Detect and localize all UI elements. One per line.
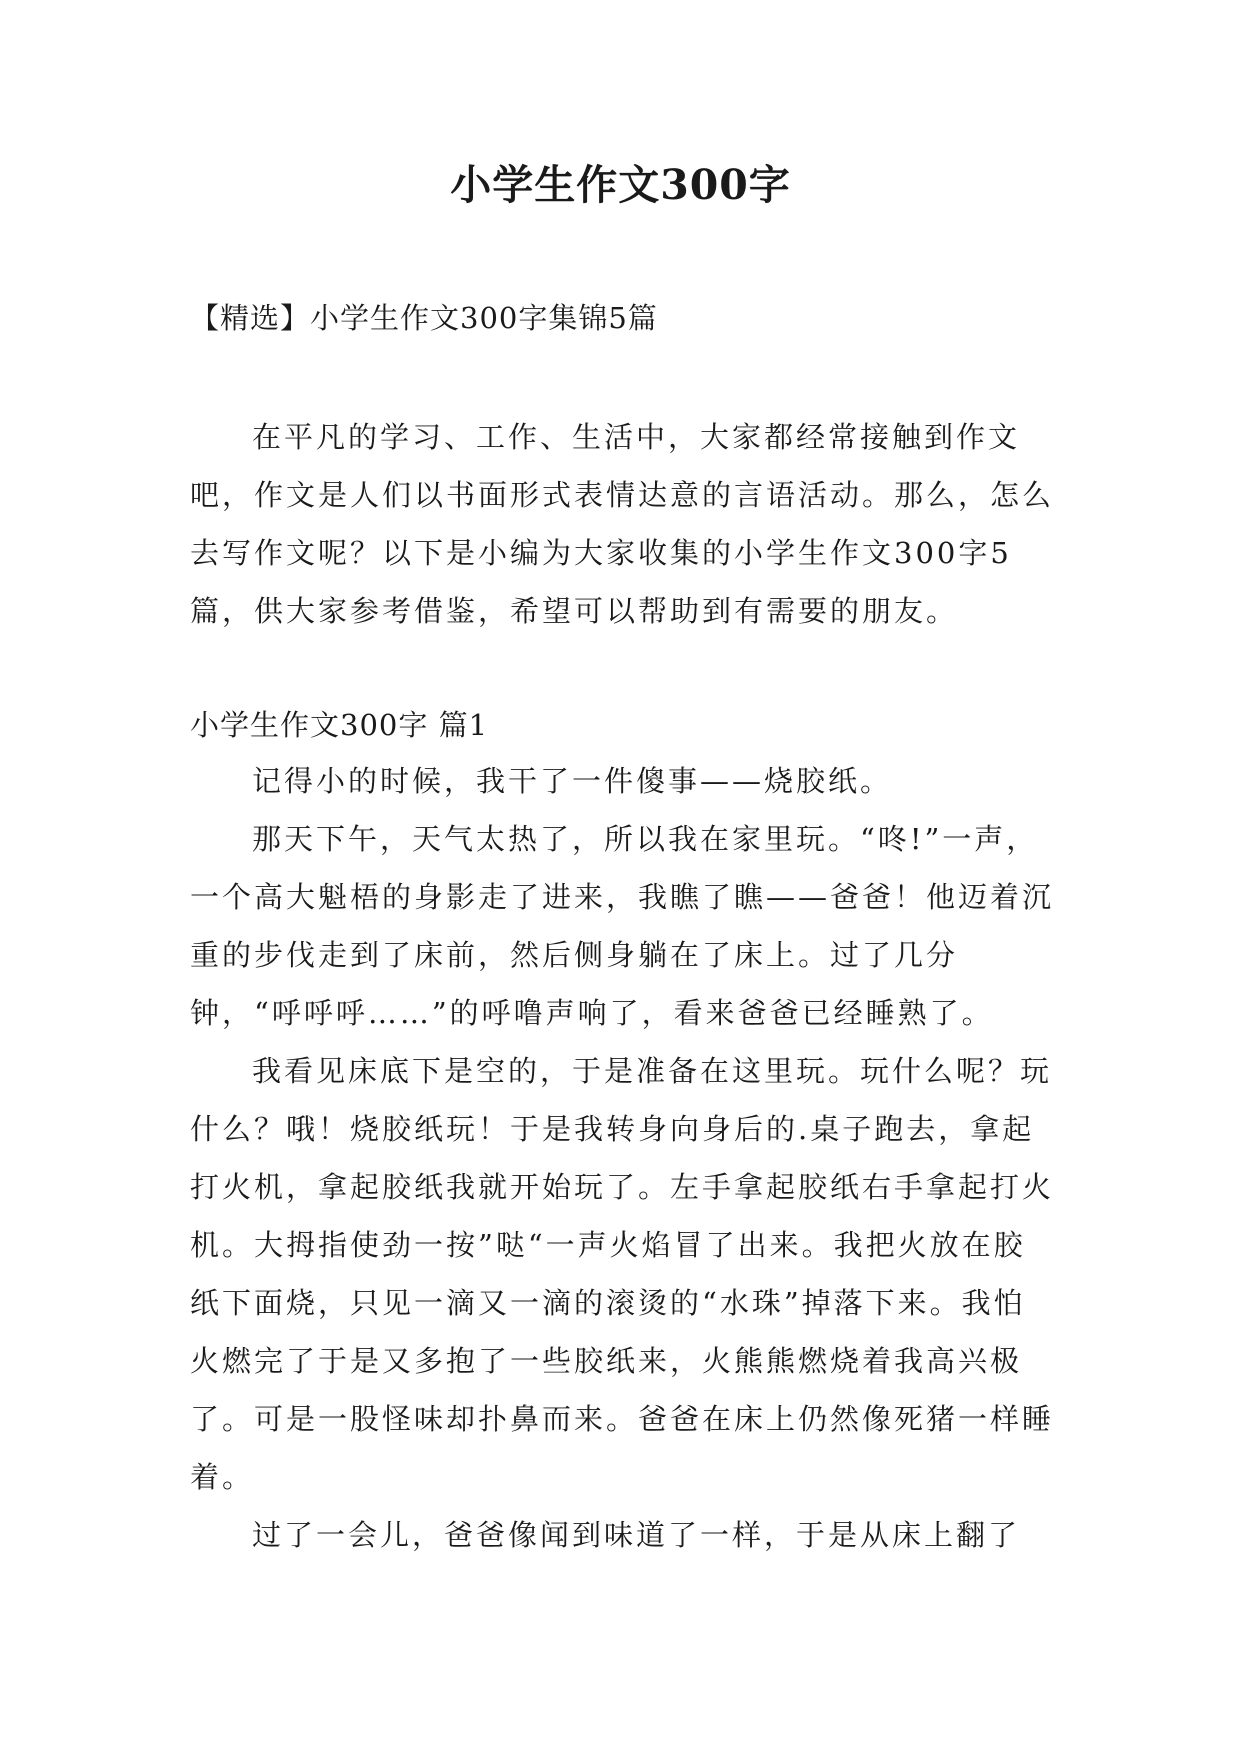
document-title: 小学生作文300字 bbox=[450, 161, 791, 209]
article-paragraph: 那天下午，天气太热了，所以我在家里玩。“咚!”一声，一个高大魁梧的身影走了进来，我瞧了瞧——爸爸！他迈着沉重的步伐走到了床前，然后侧身躺在了床上。过了几分钟，“呼呼呼……”的呼噜声响了，看来爸爸已经睡熟了。 bbox=[190, 822, 1055, 1030]
document-subtitle: 【精选】小学生作文300字集锦5篇 bbox=[190, 301, 658, 335]
article-paragraph: 我看见床底下是空的，于是准备在这里玩。玩什么呢？玩什么？哦！烧胶纸玩！于是我转身向身后的.桌子跑去，拿起打火机，拿起胶纸我就开始玩了。左手拿起胶纸右手拿起打火机。大拇指使劲一按”哒“一声火焰冒了出来。我把火放在胶纸下面烧，只见一滴又一滴的滚烫的“水珠”掉落下来。我怕火燃完了于是又多抱了一些胶纸来，火熊熊燃烧着我高兴极了。可是一股怪味却扑鼻而来。爸爸在床上仍然像死猪一样睡着。 bbox=[190, 1054, 1055, 1494]
article-heading: 小学生作文300字 篇1 bbox=[190, 708, 489, 742]
article-paragraph: 记得小的时候，我干了一件傻事——烧胶纸。 bbox=[252, 764, 893, 798]
article-paragraph: 过了一会儿，爸爸像闻到味道了一样，于是从床上翻了 bbox=[252, 1518, 1021, 1552]
intro-paragraph: 在平凡的学习、工作、生活中，大家都经常接触到作文吧，作文是人们以书面形式表情达意的言语活动。那么，怎么去写作文呢？以下是小编为大家收集的小学生作文300字5篇，供大家参考借鉴，希望可以帮助到有需要的朋友。 bbox=[190, 420, 1055, 628]
article-body bbox=[190, 752, 1056, 1564]
